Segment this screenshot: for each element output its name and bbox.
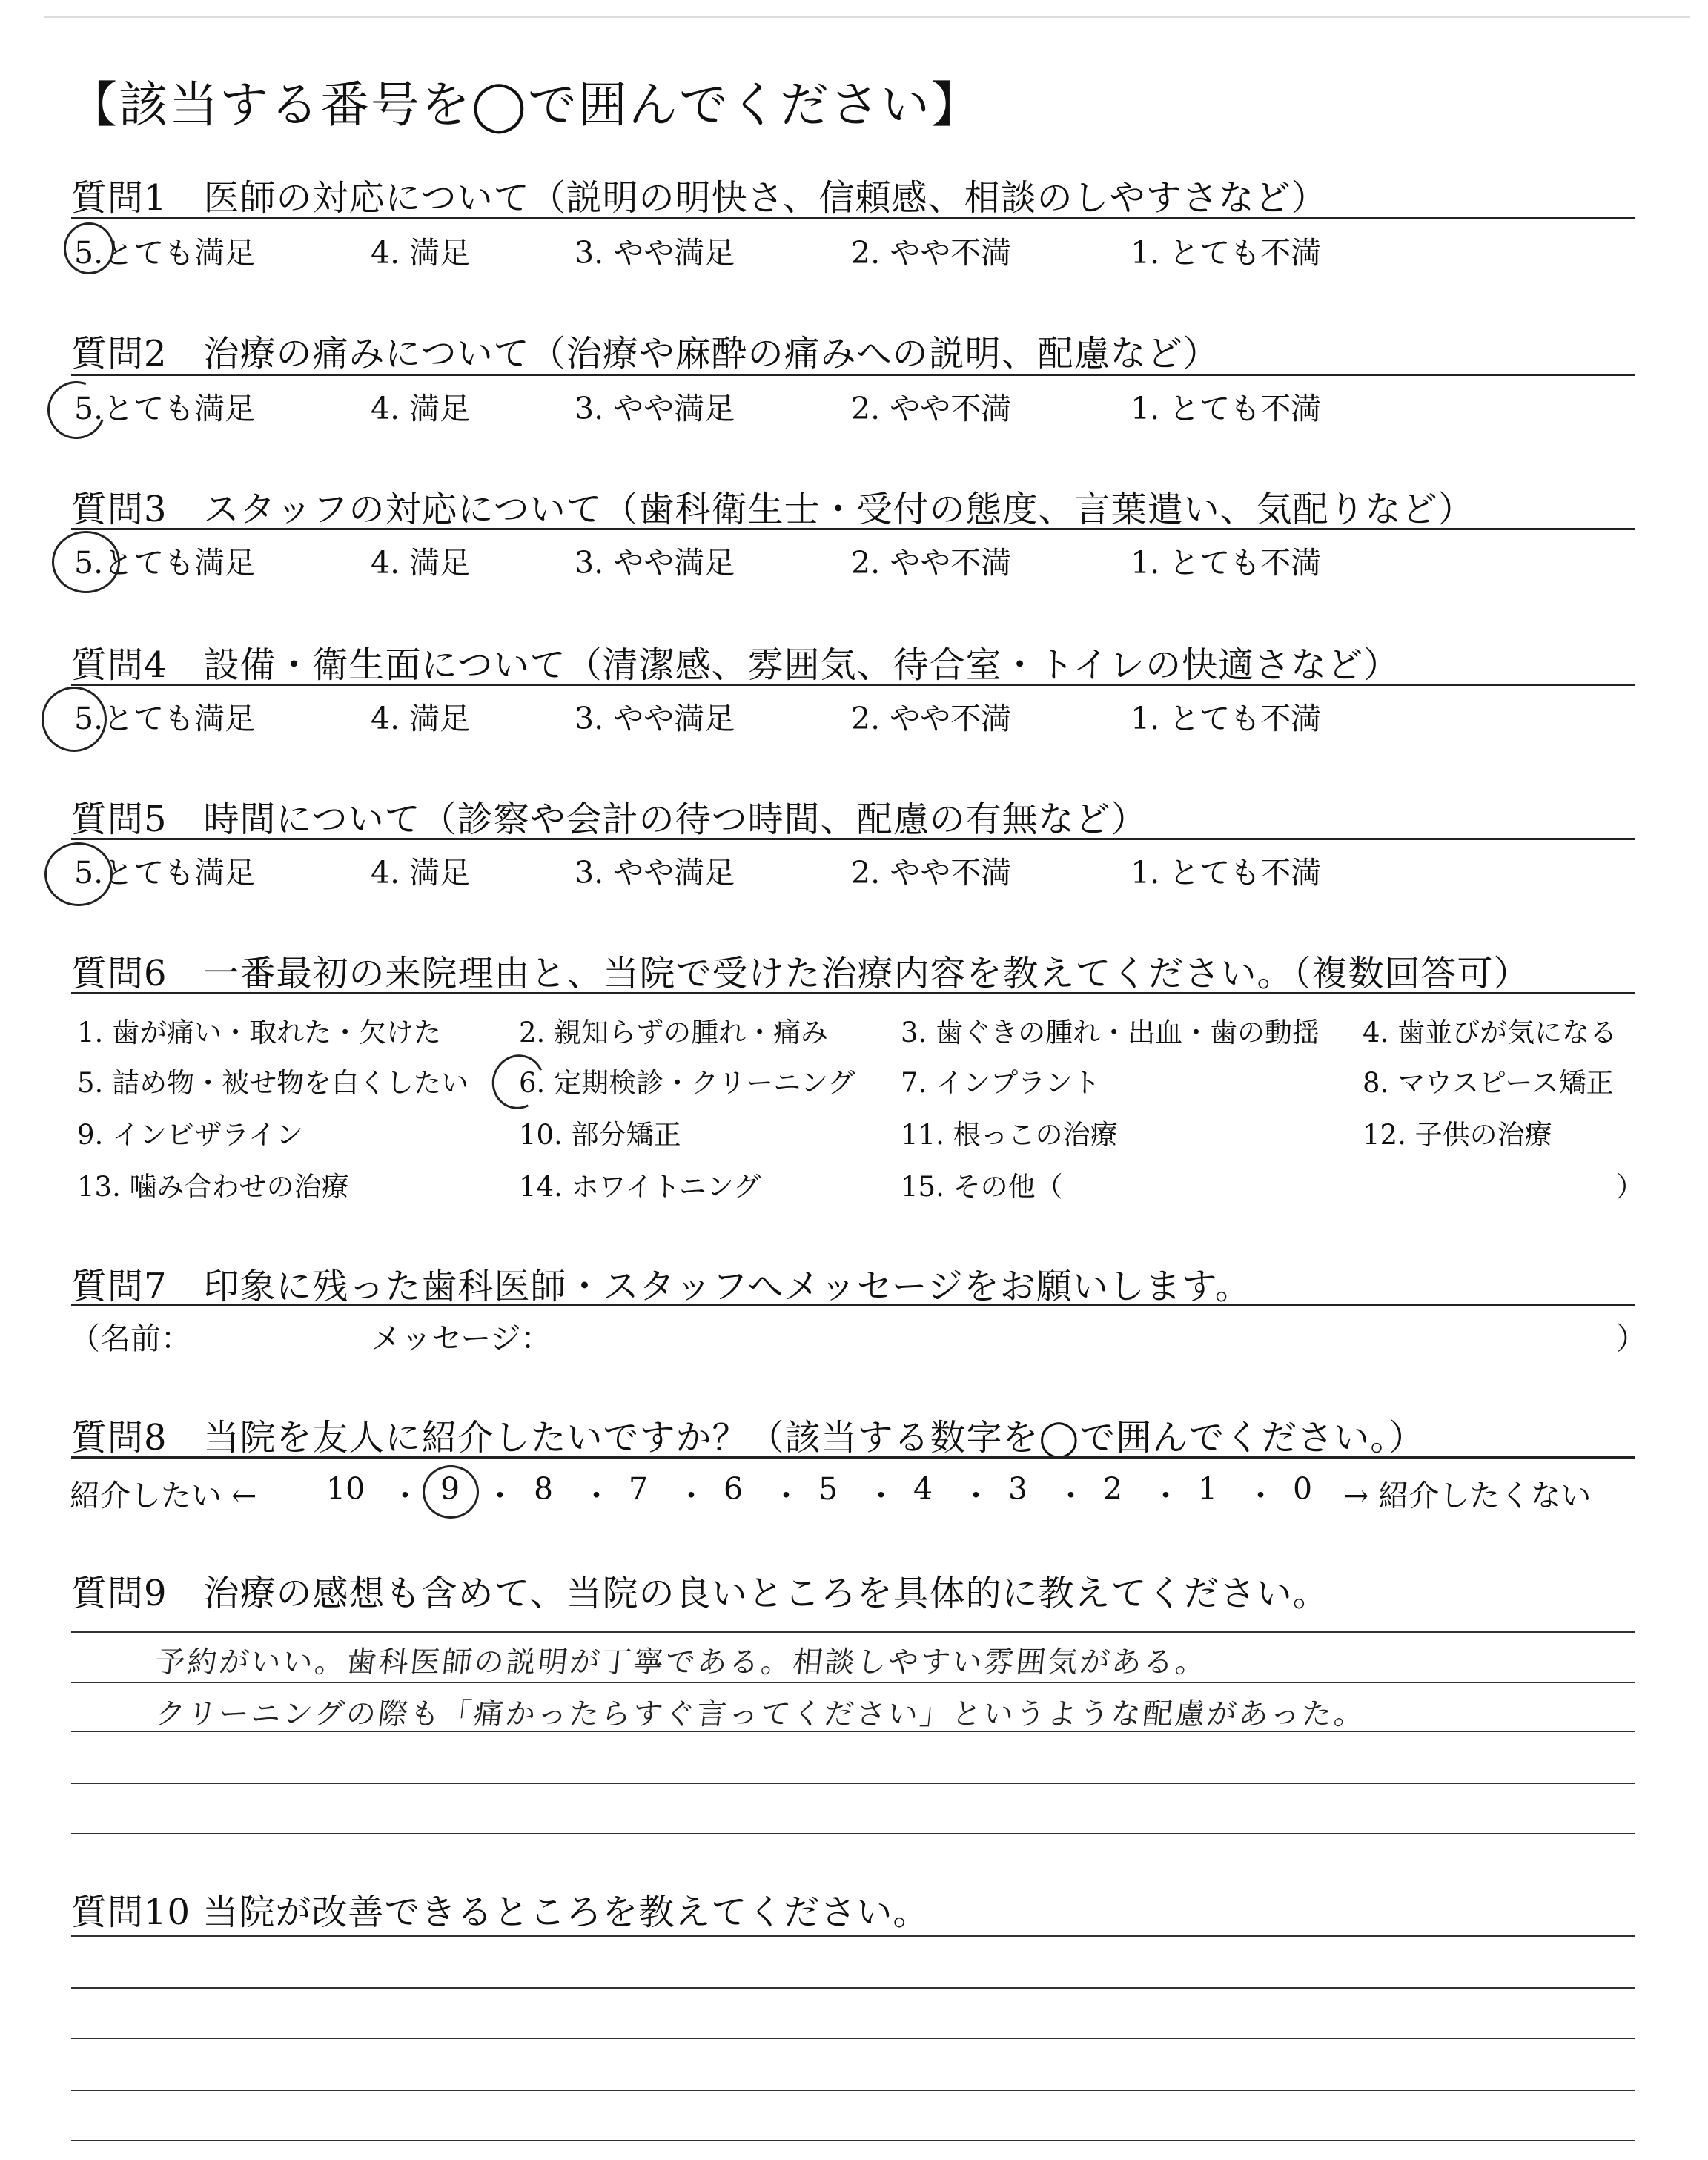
q5-question: 質問5 時間について（診察や会計の待つ時間、配慮の有無など） <box>71 799 1148 840</box>
q6-option-4[interactable]: 4. 歯並びが気になる <box>1363 1017 1618 1048</box>
q9-answer-line <box>71 1682 1635 1683</box>
q3-underline <box>71 528 1635 530</box>
q4-question: 質問4 設備・衛生面について（清潔感、雰囲気、待合室・トイレの快適さなど） <box>71 644 1400 686</box>
q1-question: 質問1 医師の対応について（説明の明快さ、信頼感、相談のしやすさなど） <box>71 177 1328 219</box>
q8-separator: ・ <box>676 1478 706 1513</box>
q8-separator: ・ <box>581 1478 612 1513</box>
q5-option-5[interactable]: 5.とても満足 <box>74 855 256 891</box>
q2-option-4[interactable]: 4. 満足 <box>371 391 471 426</box>
q8-score-5[interactable]: 5 <box>818 1471 838 1507</box>
q8-score-9[interactable]: 9 <box>440 1471 460 1507</box>
q1-option-5[interactable]: 5.とても満足 <box>74 235 256 271</box>
q6-option-7[interactable]: 7. インプラント <box>901 1067 1101 1099</box>
q4-option-3[interactable]: 3. やや満足 <box>575 701 735 736</box>
q6-question: 質問6 一番最初の来院理由と、当院で受けた治療内容を教えてください。（複数回答可） <box>71 953 1530 994</box>
q10-answer-line <box>71 1987 1635 1989</box>
q6-selection-circle <box>484 1047 552 1116</box>
q6-option-14[interactable]: 14. ホワイトニング <box>519 1171 761 1203</box>
q2-question: 質問2 治療の痛みについて（治療や麻酔の痛みへの説明、配慮など） <box>71 333 1219 374</box>
q1-option-2[interactable]: 2. やや不満 <box>851 235 1012 271</box>
q4-option-5[interactable]: 5.とても満足 <box>74 701 256 736</box>
page-title: 【該当する番号を◯で囲んでください】 <box>68 76 982 133</box>
q4-option-1[interactable]: 1. とても不満 <box>1131 701 1322 736</box>
q6-option-10[interactable]: 10. 部分矯正 <box>519 1119 681 1151</box>
q1-option-3[interactable]: 3. やや満足 <box>575 235 735 271</box>
q4-option-4[interactable]: 4. 満足 <box>371 701 471 736</box>
q6-option-6[interactable]: 6. 定期検診・クリーニング <box>519 1067 855 1099</box>
q6-option-2[interactable]: 2. 親知らずの腫れ・痛み <box>519 1017 829 1048</box>
q1-underline <box>71 217 1635 219</box>
q7-close-paren: ） <box>1616 1321 1646 1356</box>
q9-answer-line <box>71 1783 1635 1784</box>
q8-separator: ・ <box>1056 1478 1086 1513</box>
q6-option-3[interactable]: 3. 歯ぐきの腫れ・出血・歯の動揺 <box>901 1017 1320 1048</box>
q6-option-12[interactable]: 12. 子供の治療 <box>1363 1119 1552 1151</box>
q7-underline <box>71 1304 1635 1306</box>
q6-option-15[interactable]: 15. その他（ <box>901 1171 1063 1203</box>
q1-option-1[interactable]: 1. とても不満 <box>1131 235 1322 271</box>
q5-option-1[interactable]: 1. とても不満 <box>1131 855 1322 891</box>
q8-separator: ・ <box>1151 1478 1181 1513</box>
q5-option-3[interactable]: 3. やや満足 <box>575 855 735 891</box>
q8-separator: ・ <box>771 1478 801 1513</box>
q3-option-2[interactable]: 2. やや不満 <box>851 545 1012 581</box>
q6-underline <box>71 992 1635 994</box>
q3-option-1[interactable]: 1. とても不満 <box>1131 545 1322 581</box>
q8-score-1[interactable]: 1 <box>1198 1471 1218 1507</box>
q6-option-5[interactable]: 5. 詰め物・被せ物を白くしたい <box>77 1067 469 1099</box>
q8-score-8[interactable]: 8 <box>534 1471 554 1507</box>
q6-option-9[interactable]: 9. インビザライン <box>77 1119 303 1151</box>
q5-underline <box>71 838 1635 840</box>
q8-left-label: 紹介したい ← <box>70 1478 257 1513</box>
q10-question: 質問10 当院が改善できるところを教えてください。 <box>71 1892 930 1933</box>
q2-option-2[interactable]: 2. やや不満 <box>851 391 1012 426</box>
q2-option-3[interactable]: 3. やや満足 <box>575 391 735 426</box>
q8-question: 質問8 当院を友人に紹介したいですか？（該当する数字を◯で囲んでください。） <box>71 1417 1426 1459</box>
q2-option-1[interactable]: 1. とても不満 <box>1131 391 1322 426</box>
q8-score-3[interactable]: 3 <box>1008 1471 1028 1507</box>
q8-underline <box>71 1456 1635 1459</box>
q8-score-4[interactable]: 4 <box>913 1471 933 1507</box>
q3-selection-circle <box>52 531 120 593</box>
q6-option-1[interactable]: 1. 歯が痛い・取れた・欠けた <box>77 1017 442 1048</box>
q9-answer-line <box>71 1631 1635 1633</box>
q8-score-7[interactable]: 7 <box>629 1471 649 1507</box>
q5-option-2[interactable]: 2. やや不満 <box>851 855 1012 891</box>
q8-separator: ・ <box>390 1478 420 1513</box>
q5-selection-circle <box>44 842 113 906</box>
q6-option-8[interactable]: 8. マウスピース矯正 <box>1363 1067 1614 1099</box>
q2-underline <box>71 374 1635 376</box>
q6-option-11[interactable]: 11. 根っこの治療 <box>901 1119 1118 1151</box>
q7-question: 質問7 印象に残った歯科医師・スタッフへメッセージをお願いします。 <box>71 1266 1251 1307</box>
q6-option-15-close: ） <box>1616 1171 1644 1203</box>
q8-separator: ・ <box>961 1478 991 1513</box>
q8-right-label: → 紹介したくない <box>1343 1478 1592 1513</box>
q9-handwritten-answer-line1: 予約がいい。歯科医師の説明が丁寧である。相談しやすい雰囲気がある。 <box>153 1645 1210 1680</box>
q8-separator: ・ <box>866 1478 896 1513</box>
q4-option-2[interactable]: 2. やや不満 <box>851 701 1012 736</box>
q2-option-5[interactable]: 5.とても満足 <box>74 391 256 426</box>
q6-option-13[interactable]: 13. 噛み合わせの治療 <box>77 1171 349 1203</box>
q10-answer-line <box>71 2038 1635 2039</box>
q5-option-4[interactable]: 4. 満足 <box>371 855 471 891</box>
q7-message-label: メッセージ： <box>371 1321 552 1356</box>
q3-option-4[interactable]: 4. 満足 <box>371 545 471 581</box>
q1-selection-circle <box>64 222 114 274</box>
q8-score-10[interactable]: 10 <box>326 1471 365 1507</box>
q2-selection-circle <box>38 371 115 449</box>
q7-name-label: （名前： <box>70 1321 191 1356</box>
q8-separator: ・ <box>485 1478 515 1513</box>
q10-answer-line <box>71 2090 1635 2091</box>
q3-option-5[interactable]: 5.とても満足 <box>74 545 256 581</box>
q1-option-4[interactable]: 4. 満足 <box>371 235 471 271</box>
q8-selection-circle <box>423 1465 479 1519</box>
q10-answer-line <box>71 1935 1635 1937</box>
q4-selection-circle <box>42 687 107 752</box>
q8-score-0[interactable]: 0 <box>1293 1471 1313 1507</box>
q4-underline <box>71 684 1635 686</box>
q3-question: 質問3 スタッフの対応について（歯科衛生士・受付の態度、言葉遣い、気配りなど） <box>71 489 1474 530</box>
q9-handwritten-answer-line2: クリーニングの際も「痛かったらすぐ言ってください」というような配慮があった。 <box>153 1697 1368 1731</box>
q9-answer-line <box>71 1833 1635 1834</box>
q9-question: 質問9 治療の感想も含めて、当院の良いところを具体的に教えてください。 <box>71 1573 1329 1614</box>
q8-separator: ・ <box>1245 1478 1276 1513</box>
q8-score-6[interactable]: 6 <box>724 1471 744 1507</box>
q10-answer-line <box>71 2140 1635 2141</box>
scan-top-edge <box>44 16 1690 18</box>
q3-option-3[interactable]: 3. やや満足 <box>575 545 735 581</box>
q8-score-2[interactable]: 2 <box>1103 1471 1123 1507</box>
